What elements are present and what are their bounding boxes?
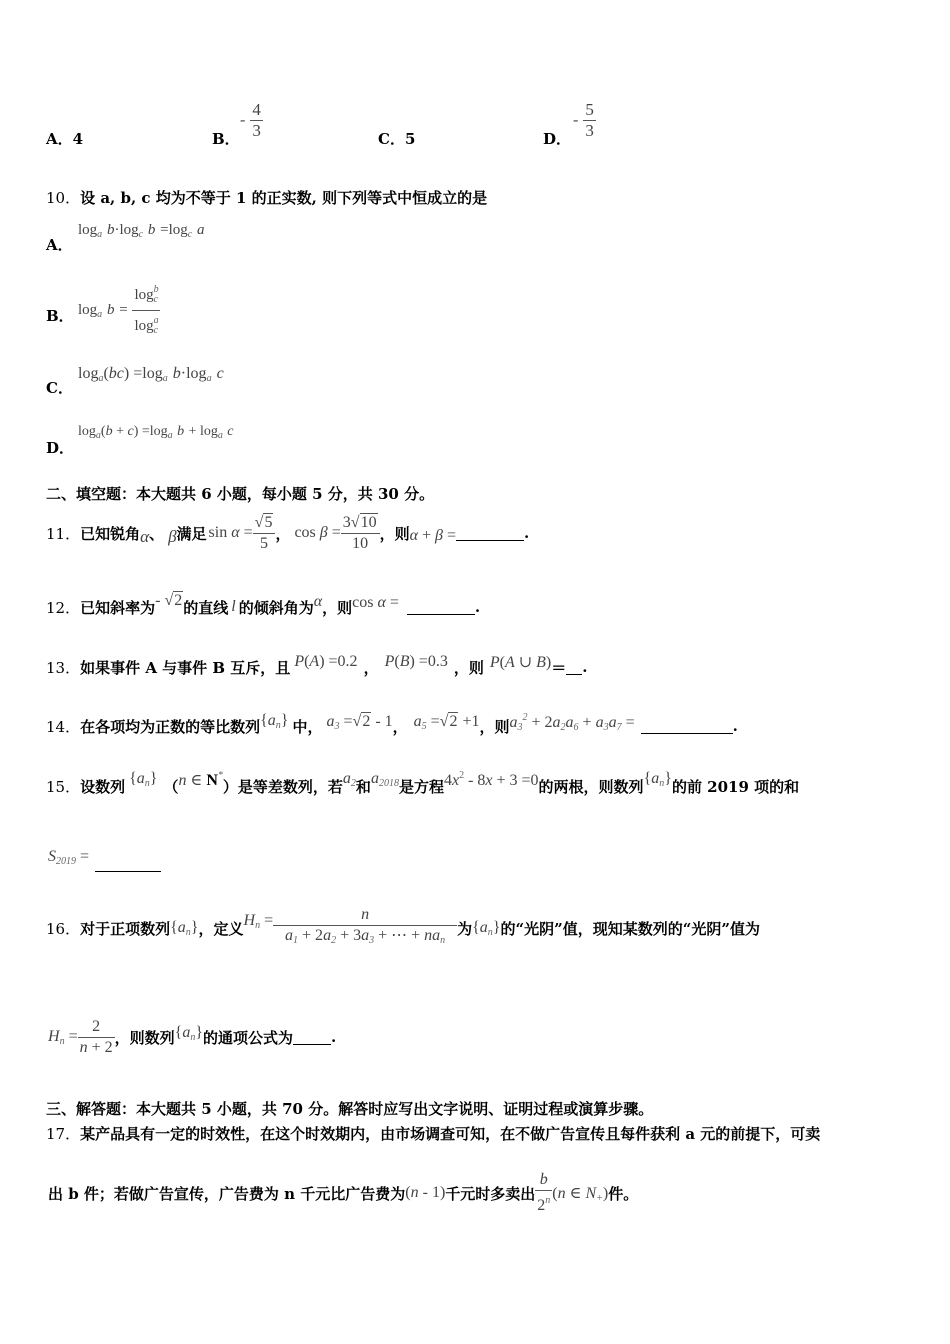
q14: 14． 在各项均为正数的等比数列 $\{a_n\}$ 中， $a_3 =√2 - 1$ ， $a_5 =√2 +1$ ，则 $a_3^2 + 2a_2a_6 + a_3a_7$ = . [46,711,738,736]
q10-option-c-label: C． [46,379,73,397]
question-text: 设 a, b, c 均为不等于 1 的正实数, 则下列等式中恒成立的是 [80,189,488,207]
answer-blank[interactable] [95,857,161,872]
q9-option-b-label: B． [212,130,240,148]
text: 中， [292,717,323,736]
text: ，定义 [198,919,244,938]
question-number: 15． [46,777,81,796]
numerator: 4 [252,100,261,119]
text: 满足 [176,524,207,543]
text: 出 b 件；若做广告宣传，广告费为 n 千元比广告费为 [48,1184,406,1203]
text: 的两根，则数列 [538,777,644,796]
text: 某产品具有一定的时效性，在这个时效期内，由市场调查可知，在不做广告宣传且每件获利 a 元的前提下，可卖 [80,1125,821,1143]
text: 为 [457,919,473,938]
text: 已知锐角 [80,524,141,543]
text: 的直线 [183,598,229,617]
option-label: A． [46,130,73,148]
text: ，则 [479,717,510,736]
q10-stem [46,187,487,208]
q15: 15． 设数列 $\{a_n\}$ （ n ∈ N* ）是等差数列，若 $a_2$ 和 $a_{2018}$ 是方程 $4x^2 - 8x + 3 =0$ 的两根，则数列 $\{a_n\}$ 的前 2019 项的和 [46,769,800,796]
question-number: 12． [46,598,81,617]
text: ＝ [551,658,567,677]
answer-blank[interactable] [293,1030,331,1045]
q10-option-d-label: D． [46,439,75,457]
question-number: 13． [46,658,81,677]
text: 已知斜率为 [80,598,156,617]
text: 的“光阴”值，现知某数列的“光阴”值为 [500,919,760,938]
text: 的通项公式为 [203,1028,294,1047]
text: 对于正项数列 [80,919,171,938]
question-number: 16． [46,919,81,938]
text: ， [363,658,379,677]
option-value: 4 [72,130,84,148]
text: ，则 [322,598,353,617]
question-number: 14． [46,717,81,736]
q17-line-2: 出 b 件；若做广告宣传，广告费为 n 千元比广告费为 (n - 1) 千元时多卖出 $\frac{b}{2^n}$ (n ∈ $N_+$) 件。 [48,1171,639,1214]
denominator: 3 [252,121,261,140]
option-value: 5 [404,130,416,148]
q17-line-1 [46,1123,820,1144]
q10-option-a-expr: $\log_a b\cdot\log_c$ $b =\log_c$ a [78,222,205,240]
q10-option-c-expr: $\log_a(bc) =\log_a$ $b\cdot\log_a$ c [78,365,224,384]
q16-continued: $H_n$ = $\frac{2}{n + 2}$ ，则数列 $\{a_n\}$ 的通项公式为 . [48,1017,337,1056]
answer-blank[interactable] [641,719,733,734]
question-number: 17． [46,1125,81,1143]
q12: 12． 已知斜率为 - √2 的直线 l 的倾斜角为 α ，则 cos α = . [46,592,481,617]
minus-sign: - [573,111,579,129]
fraction [250,100,263,141]
q15-answer: $S_{2019}$ = [48,840,161,874]
text: . [732,717,738,735]
minus-sign: - [240,111,246,129]
text: 、 [149,524,165,543]
q9-option-d-label: D． [543,130,572,148]
text: . [582,658,588,676]
answer-blank[interactable] [566,660,582,675]
text: . [474,598,481,616]
q16: 16． 对于正项数列 $\{a_n\}$ ，定义 $H_n$ = $\frac{n}{a_1 + 2a_2 + 3a_3 + \cdots + na_n}$ 为 $\{a_n\}$ 的“光阴”值，现知某数列的“光阴”值为 [46,906,760,946]
q9-option-c [378,128,415,149]
q9-option-a [46,128,83,149]
text: 的前 2019 项的和 [671,777,800,796]
text: ，则 [453,658,484,677]
text: 件。 [608,1184,639,1203]
answer-blank[interactable] [456,526,524,541]
text: ，则数列 [114,1028,175,1047]
text: ， [275,524,291,543]
question-number: 11． [46,524,81,543]
option-label: C． [378,130,405,148]
text: 的倾斜角为 [238,598,314,617]
text: ，则 [379,524,410,543]
question-number: 10． [46,189,81,207]
text: ）是等差数列，若 [222,777,343,796]
section-3-title: 三、解答题：本大题共 5 小题，共 70 分。解答时应写出文字说明、证明过程或演算步骤。 [46,1100,654,1118]
text: 和 [355,777,371,796]
text: 千元时多卖出 [445,1184,536,1203]
numerator: 5 [585,100,594,119]
answer-blank[interactable] [407,600,475,615]
q10-option-b-label: B． [46,307,74,325]
q10-option-a-label: A． [46,236,73,254]
section-2-title: 二、填空题：本大题共 6 小题，每小题 5 分，共 30 分。 [46,485,435,503]
q13: 13． 如果事件 A 与事件 B 互斥，且 P(A) =0.2 ， P(B) =0.3 ，则 P(A ∪ B) ＝ . [46,653,588,677]
q9-option-d-value [573,100,596,141]
text: 在各项均为正数的等比数列 [80,717,261,736]
q11: 11． 已知锐角 α 、 β 满足 sin α = $\frac{√5}{5}$ ， cos β = $\frac{3√10}{10}$ ，则 α + β = . [46,513,530,552]
text: ， [392,717,408,736]
q10-option-d-expr: $\log_a(b + c) =\log_a$ $b + \log_a c$ [78,424,234,441]
q9-option-b-value [240,100,263,141]
text: （ [163,777,179,796]
fraction [583,100,596,141]
text: . [524,524,530,542]
q10-option-b-expr: $\log_a b$ = $\frac{\log^b_c}{\log^a_c}$ [78,280,160,341]
text: 设数列 [80,777,126,796]
text: 是方程 [398,777,444,796]
text: 如果事件 A 与事件 B 互斥，且 [80,658,291,677]
denominator: 3 [585,121,594,140]
text: . [331,1028,337,1046]
